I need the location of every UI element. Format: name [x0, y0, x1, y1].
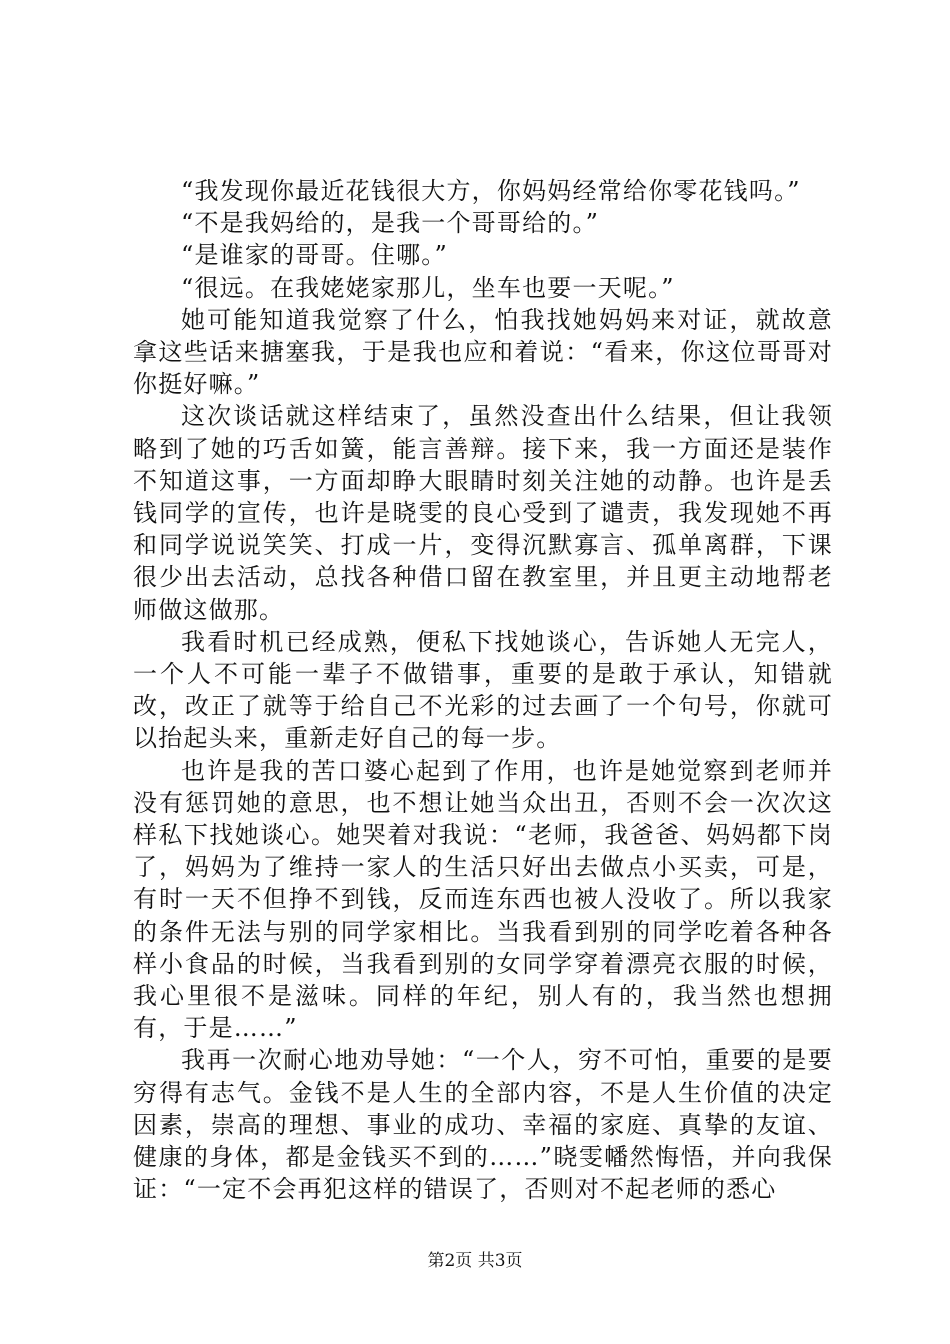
paragraph: “我发现你最近花钱很大方，你妈妈经常给你零花钱吗。” [181, 177, 801, 205]
paragraph: 她可能知道我觉察了什么，怕我找她妈妈来对证，就故意拿这些话来搪塞我，于是我也应和着说：“看来，你这位哥哥对你挺好嘛。” [133, 305, 833, 399]
page-number-label: 第2页 共3页 [427, 1251, 523, 1271]
paragraph: 这次谈话就这样结束了，虽然没查出什么结果，但让我领略到了她的巧舌如簧，能言善辩。接下来，我一方面还是装作不知道这事，一方面却睁大眼睛时刻关注她的动静。也许是丢钱同学的宣传，也许是晓雯的良心受到了谴责，我发现她不再和同学说说笑笑、打成一片，变得沉默寡言、孤单离群，下课很少出去活动，总找各种借口留在教室里，并且更主动地帮老师做这做那。 [133, 402, 833, 624]
paragraph: “是谁家的哥哥。住哪。” [181, 241, 448, 270]
page-footer [0, 1250, 950, 1272]
paragraph: “很远。在我姥姥家那儿，坐车也要一天呢。” [181, 273, 675, 302]
paragraph: 我再一次耐心地劝导她：“一个人，穷不可怕，重要的是要穷得有志气。金钱不是人生的全部内容，不是人生价值的决定因素，崇高的理想、事业的成功、幸福的家庭、真挚的友谊、健康的身体，都是金钱买不到的……”晓雯幡然悔悟，并向我保证：“一定不会再犯这样的错误了，否则对不起老师的悉心 [133, 1046, 833, 1204]
paragraph: “不是我妈给的，是我一个哥哥给的。” [181, 209, 600, 238]
document-body [133, 175, 833, 1206]
paragraph: 也许是我的苦口婆心起到了作用，也许是她觉察到老师并没有惩罚她的意思，也不想让她当众出丑，否则不会一次次这样私下找她谈心。她哭着对我说：“老师，我爸爸、妈妈都下岗了，妈妈为了维持一家人的生活只好出去做点小买卖，可是，有时一天不但挣不到钱，反而连东西也被人没收了。所以我家的条件无法与别的同学家相比。当我看到别的同学吃着各种各样小食品的时候，当我看到别的女同学穿着漂亮衣服的时候，我心里很不是滋味。同样的年纪，别人有的，我当然也想拥有，于是……” [133, 756, 833, 1043]
paragraph: 我看时机已经成熟，便私下找她谈心，告诉她人无完人，一个人不可能一辈子不做错事，重要的是敢于承认，知错就改，改正了就等于给自己不光彩的过去画了一个句号，你就可以抬起头来，重新走好自己的每一步。 [133, 627, 833, 753]
